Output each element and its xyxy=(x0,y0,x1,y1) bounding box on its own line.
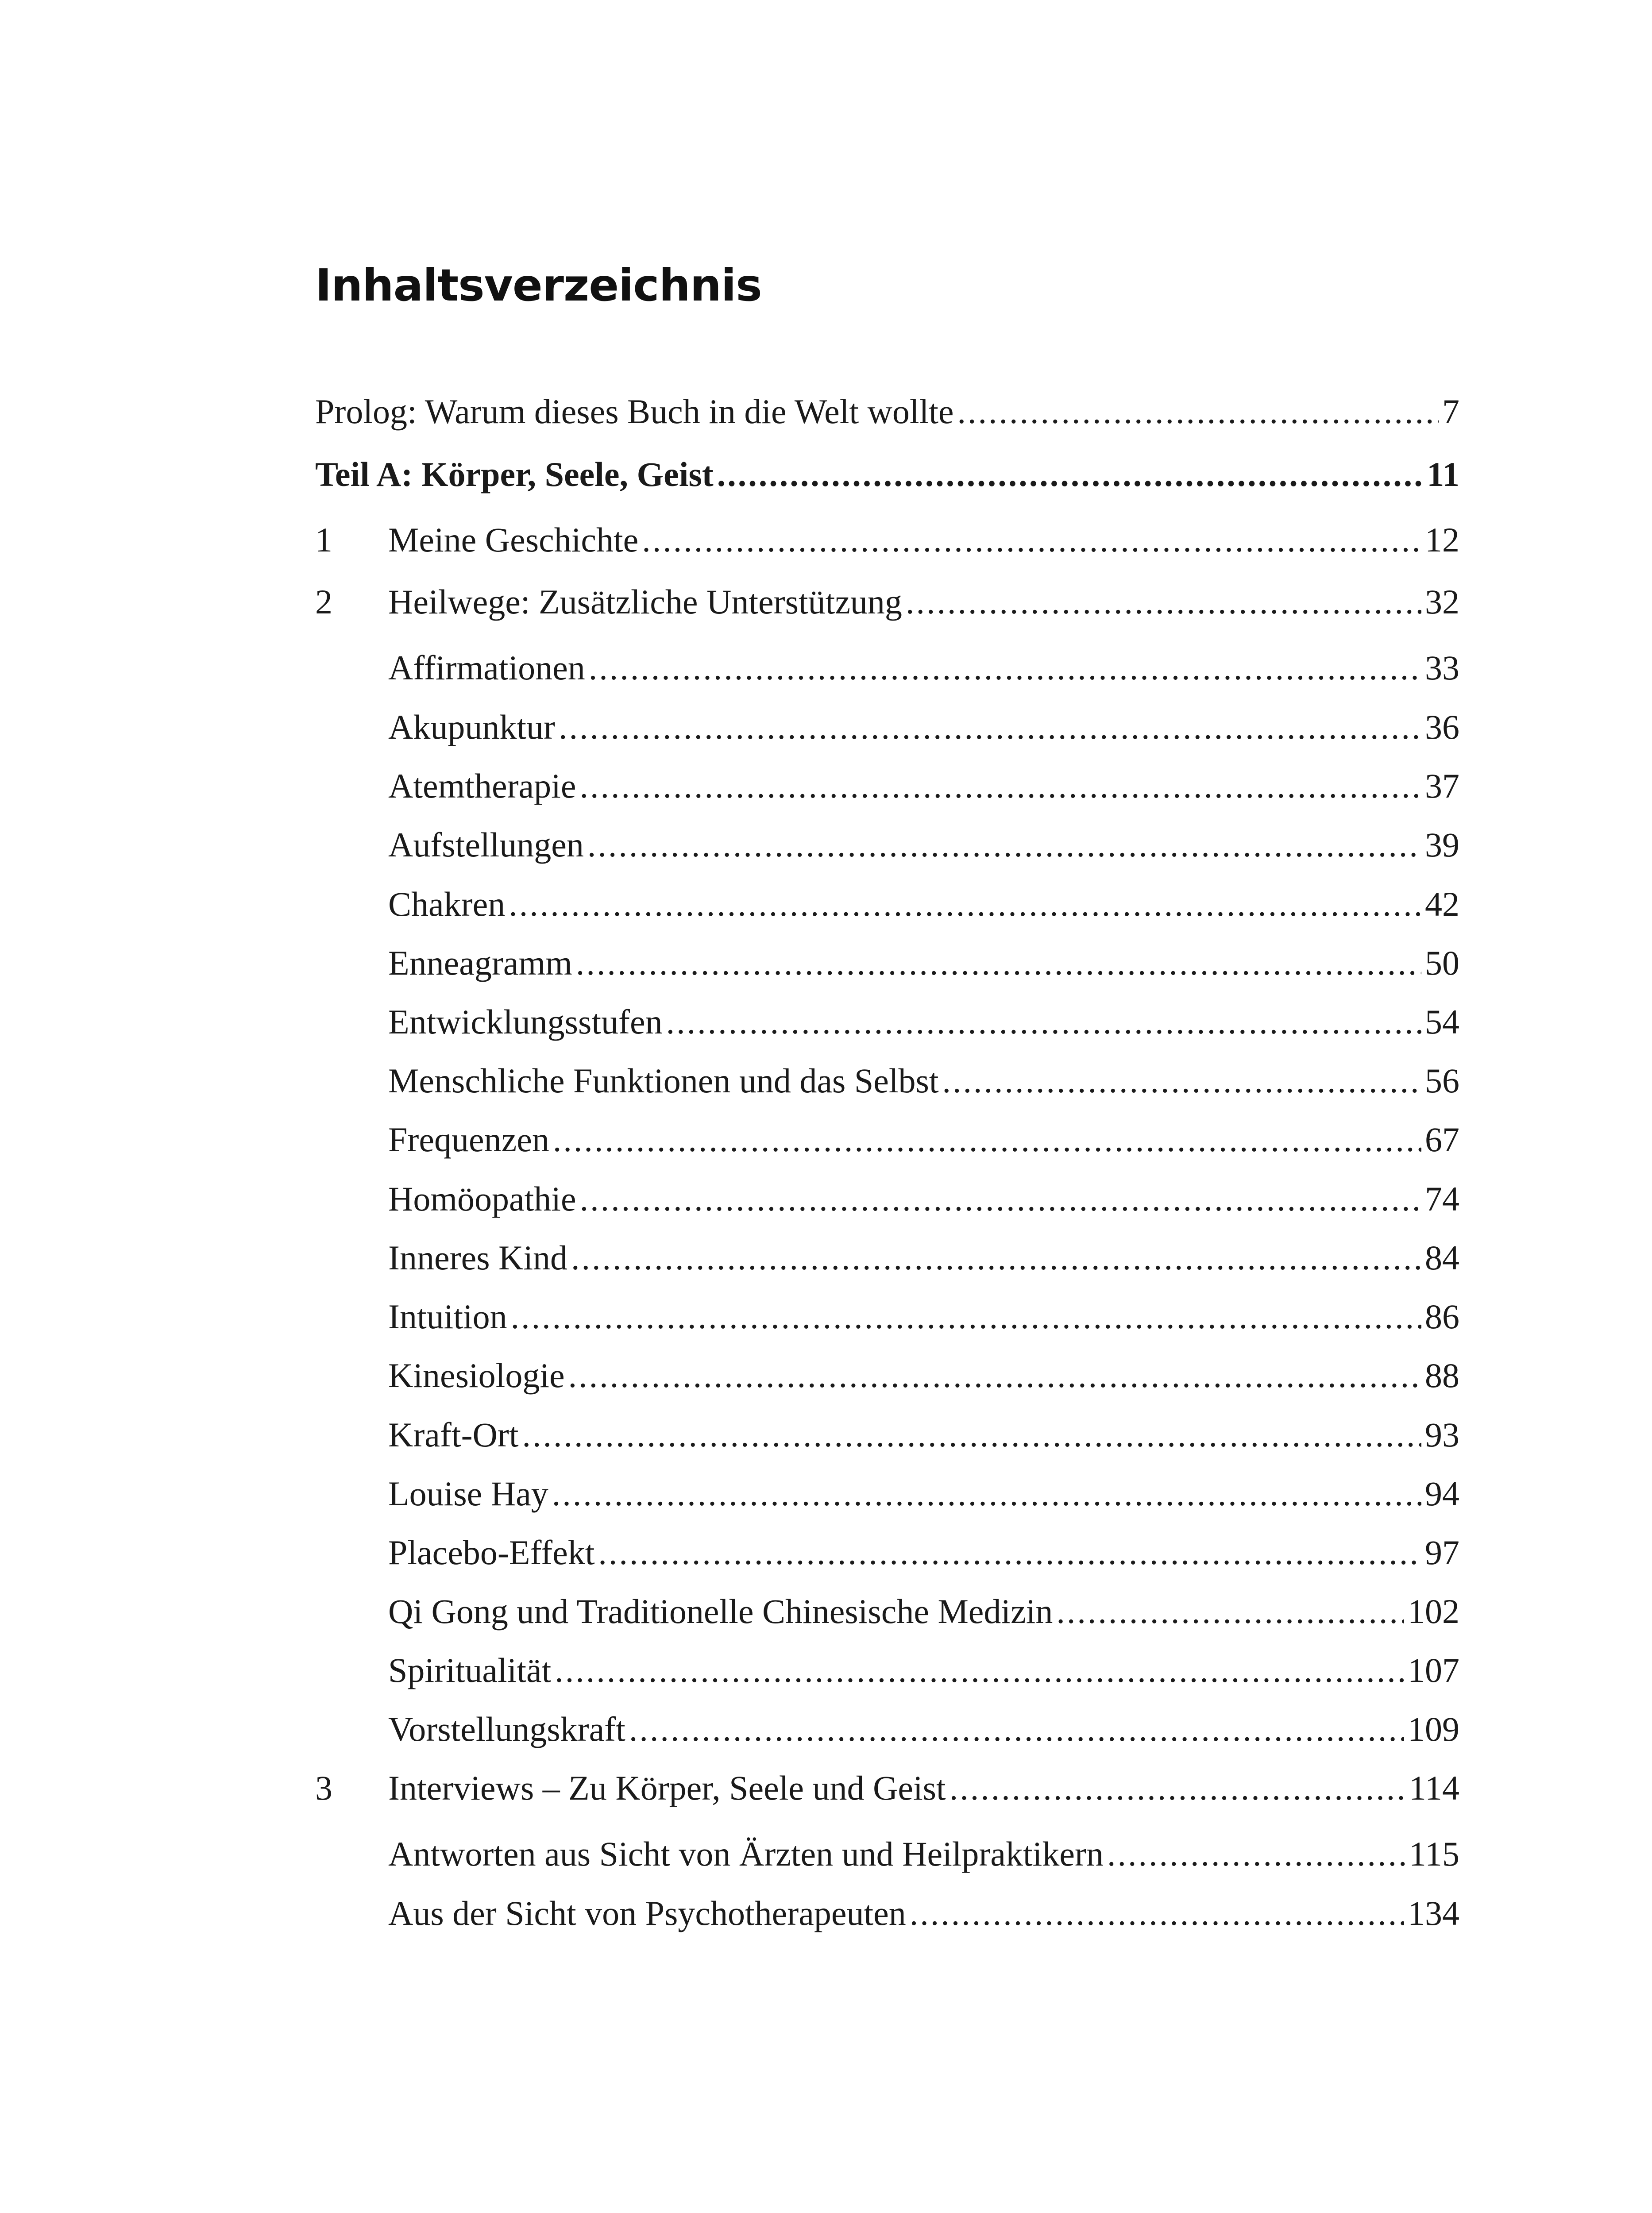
toc-entry[interactable] xyxy=(315,762,1459,810)
toc-dot-leader xyxy=(942,1056,1421,1105)
toc-dot-leader xyxy=(906,578,1421,626)
toc-dot-leader xyxy=(552,1469,1421,1518)
toc-entry-title: Heilwege: Zusätzliche Unterstützung xyxy=(388,582,902,621)
toc-page-number: 56 xyxy=(1425,1061,1459,1100)
toc-entry[interactable] xyxy=(315,998,1459,1046)
toc-entry[interactable] xyxy=(315,1056,1459,1105)
toc-dot-leader xyxy=(629,1705,1404,1754)
toc-entry-title: Enneagramm xyxy=(388,944,572,982)
toc-entry-title: Kinesiologie xyxy=(388,1356,565,1395)
toc-entry[interactable] xyxy=(315,1646,1459,1695)
toc-page-number: 134 xyxy=(1408,1894,1459,1932)
toc-entry-title: Aufstellungen xyxy=(388,825,584,864)
toc-entry[interactable] xyxy=(315,1115,1459,1164)
toc-entry[interactable] xyxy=(315,703,1459,752)
toc-page-number: 93 xyxy=(1425,1415,1459,1454)
toc-page-number: 88 xyxy=(1425,1356,1459,1395)
toc-dot-leader xyxy=(522,1411,1421,1459)
toc-entry[interactable] xyxy=(315,1411,1459,1459)
toc-dot-leader xyxy=(910,1889,1404,1938)
toc-dot-leader xyxy=(957,387,1439,436)
toc-page-number: 102 xyxy=(1408,1592,1459,1631)
toc-entry-title: Entwicklungsstufen xyxy=(388,1002,663,1041)
toc-entry-number: 2 xyxy=(315,582,332,621)
page-title: Inhaltsverzeichnis xyxy=(315,259,762,311)
toc-dot-leader xyxy=(559,703,1421,752)
toc-entry[interactable] xyxy=(315,1830,1459,1878)
toc-entry-title: Prolog: Warum dieses Buch in die Welt wollte xyxy=(315,392,954,431)
toc-entry-number: 1 xyxy=(315,520,332,559)
toc-entry-title: Homöopathie xyxy=(388,1180,576,1218)
toc-dot-leader xyxy=(950,1764,1405,1812)
toc-dot-leader xyxy=(587,821,1421,869)
toc-dot-leader xyxy=(598,1528,1421,1577)
toc-entry-title: Chakren xyxy=(388,885,506,923)
toc-entry[interactable] xyxy=(315,1764,1459,1812)
toc-dot-leader xyxy=(579,762,1421,810)
toc-page-number: 32 xyxy=(1425,582,1459,621)
toc-entry[interactable] xyxy=(315,1175,1459,1223)
toc-dot-leader xyxy=(580,1175,1421,1223)
toc-dot-leader xyxy=(509,880,1421,929)
toc-page-number: 50 xyxy=(1425,944,1459,982)
toc-page-number: 37 xyxy=(1425,767,1459,805)
toc-page-number: 115 xyxy=(1409,1835,1459,1873)
toc-entry-title: Menschliche Funktionen und das Selbst xyxy=(388,1061,939,1100)
toc-entry-title: Teil A: Körper, Seele, Geist xyxy=(315,455,714,493)
toc-page-number: 107 xyxy=(1408,1651,1459,1689)
toc-entry[interactable] xyxy=(315,1528,1459,1577)
toc-entry-title: Aus der Sicht von Psychotherapeuten xyxy=(388,1894,906,1932)
toc-entry-title: Antworten aus Sicht von Ärzten und Heilpraktikern xyxy=(388,1835,1104,1873)
toc-entry-title: Louise Hay xyxy=(388,1474,548,1513)
toc-page-number: 114 xyxy=(1409,1769,1459,1807)
toc-entry-title: Meine Geschichte xyxy=(388,520,639,559)
toc-page-number: 33 xyxy=(1425,648,1459,687)
toc-entry-title: Frequenzen xyxy=(388,1120,549,1159)
toc-entry-title: Intuition xyxy=(388,1297,507,1336)
toc-page-number: 109 xyxy=(1408,1710,1459,1748)
toc-dot-leader xyxy=(553,1115,1421,1164)
toc-entry[interactable] xyxy=(315,644,1459,692)
toc-entry-title: Inneres Kind xyxy=(388,1238,568,1277)
toc-entry[interactable] xyxy=(315,821,1459,869)
toc-page-number: 94 xyxy=(1425,1474,1459,1513)
toc-entry-title: Interviews – Zu Körper, Seele und Geist xyxy=(388,1769,946,1807)
toc-page-number: 42 xyxy=(1425,885,1459,923)
toc-entry-title: Akupunktur xyxy=(388,708,555,746)
toc-page-number: 84 xyxy=(1425,1238,1459,1277)
toc-entry[interactable] xyxy=(315,939,1459,987)
toc-page-number: 74 xyxy=(1425,1180,1459,1218)
toc-entry[interactable] xyxy=(315,578,1459,626)
toc-entry[interactable] xyxy=(315,1705,1459,1754)
toc-page-number: 12 xyxy=(1425,520,1459,559)
toc-entry[interactable] xyxy=(315,450,1459,499)
toc-entry-number: 3 xyxy=(315,1769,332,1807)
toc-dot-leader xyxy=(717,450,1424,499)
toc-entry-title: Placebo-Effekt xyxy=(388,1533,595,1572)
toc-page-number: 97 xyxy=(1425,1533,1459,1572)
toc-entry[interactable] xyxy=(315,880,1459,929)
toc-page-number: 7 xyxy=(1442,392,1459,431)
toc-dot-leader xyxy=(642,516,1421,564)
toc-entry[interactable] xyxy=(315,1292,1459,1341)
toc-dot-leader xyxy=(1107,1830,1405,1878)
toc-entry-title: Vorstellungskraft xyxy=(388,1710,625,1748)
toc-entry[interactable] xyxy=(315,387,1459,436)
toc-entry-title: Atemtherapie xyxy=(388,767,576,805)
toc-page-number: 86 xyxy=(1425,1297,1459,1336)
toc-entry[interactable] xyxy=(315,1587,1459,1636)
toc-entry[interactable] xyxy=(315,1889,1459,1938)
toc-entry-title: Affirmationen xyxy=(388,648,585,687)
toc-dot-leader xyxy=(511,1292,1421,1341)
toc-dot-leader xyxy=(589,644,1421,692)
toc-dot-leader xyxy=(1056,1587,1404,1636)
toc-entry[interactable] xyxy=(315,1469,1459,1518)
toc-dot-leader xyxy=(568,1351,1421,1400)
toc-dot-leader xyxy=(555,1646,1404,1695)
toc-page-number: 36 xyxy=(1425,708,1459,746)
toc-dot-leader xyxy=(576,939,1421,987)
toc-page-number: 39 xyxy=(1425,825,1459,864)
toc-entry-title: Spiritualität xyxy=(388,1651,552,1689)
toc-dot-leader xyxy=(666,998,1421,1046)
toc-entry-title: Qi Gong und Traditionelle Chinesische Medizin xyxy=(388,1592,1053,1631)
toc-page-number: 54 xyxy=(1425,1002,1459,1041)
toc-page-number: 67 xyxy=(1425,1120,1459,1159)
toc-entry[interactable] xyxy=(315,516,1459,564)
toc-entry[interactable] xyxy=(315,1351,1459,1400)
toc-entry-title: Kraft-Ort xyxy=(388,1415,519,1454)
toc-page-number: 11 xyxy=(1427,455,1459,493)
toc-entry[interactable] xyxy=(315,1234,1459,1282)
toc-dot-leader xyxy=(571,1234,1421,1282)
